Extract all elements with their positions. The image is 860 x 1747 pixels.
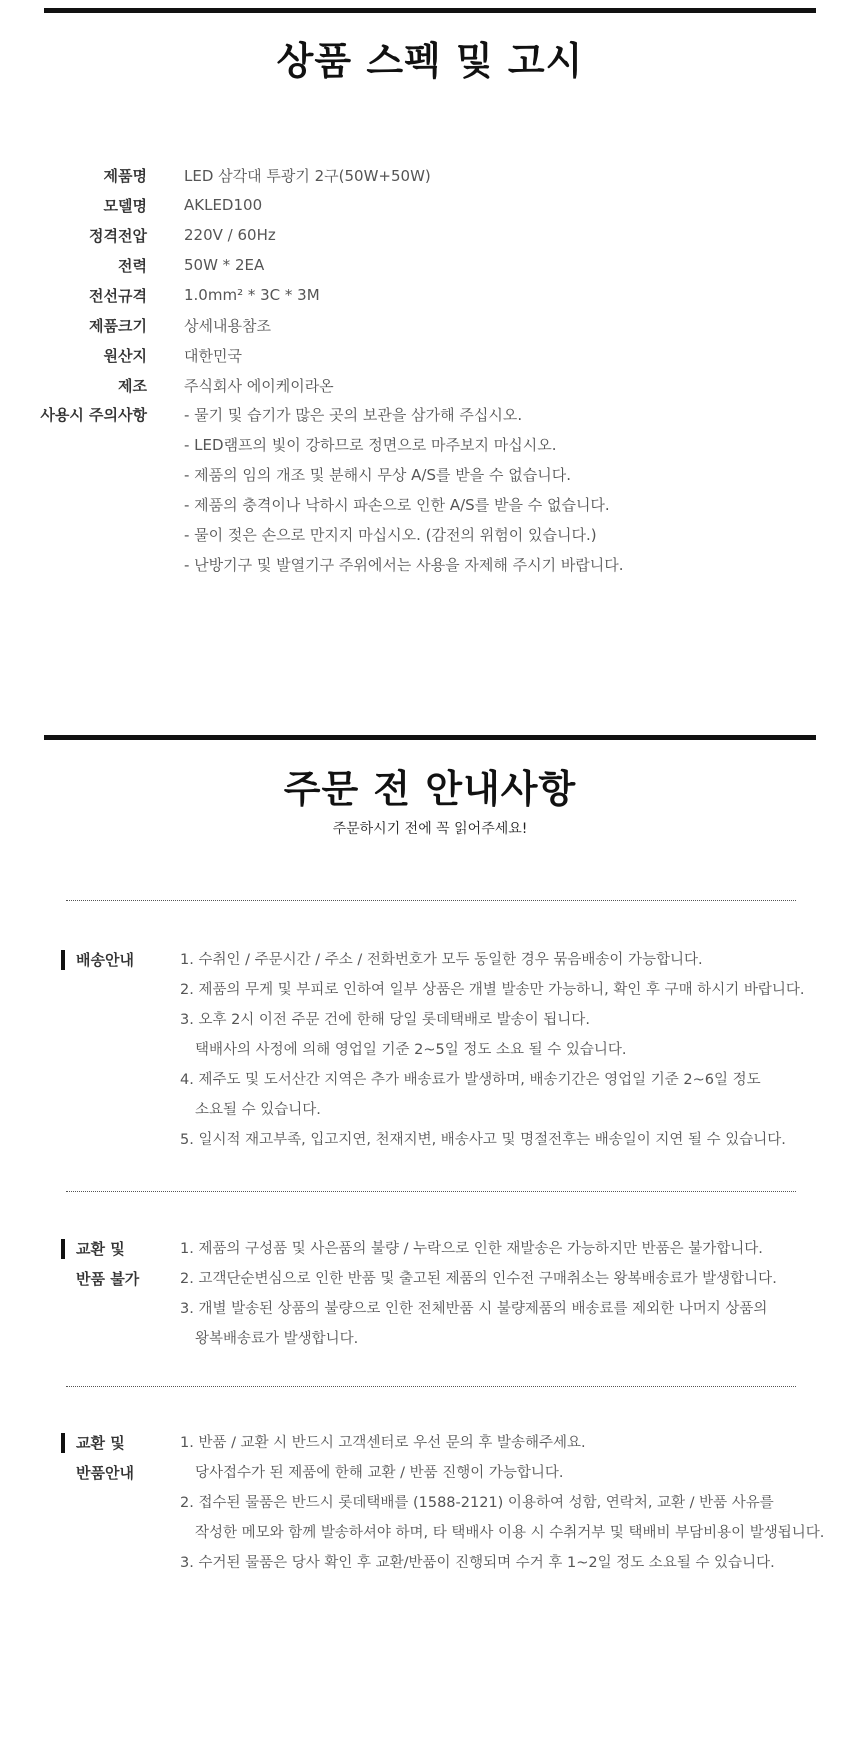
- section-list-item: 3. 수거된 물품은 당사 확인 후 교환/반품이 진행되며 수거 후 1~2일 정도 소요될 수 있습니다.: [180, 1555, 775, 1571]
- caution-item: - 제품의 임의 개조 및 분해시 무상 A/S를 받을 수 없습니다.: [184, 466, 571, 484]
- spec-label: 제품명: [103, 166, 147, 185]
- spec-row-caution: [0, 400, 860, 580]
- section-list-item: 왕복배송료가 발생합니다.: [195, 1331, 359, 1347]
- spec-rows: [0, 160, 860, 400]
- spec-table: [0, 160, 860, 580]
- section-heading: [61, 1234, 176, 1354]
- spec-row: [0, 220, 860, 250]
- section-list-item: 1. 반품 / 교환 시 반드시 고객센터로 우선 문의 후 발송해주세요.: [180, 1435, 586, 1451]
- dotted-divider: [66, 900, 796, 901]
- section-no-return: [61, 1234, 841, 1354]
- section-list: [180, 1234, 777, 1354]
- section-list: [180, 945, 804, 1155]
- caution-item: - 난방기구 및 발열기구 주위에서는 사용을 자제해 주시기 바랍니다.: [184, 556, 624, 574]
- section-shipping: [61, 945, 841, 1155]
- spec-label: 정격전압: [89, 226, 147, 245]
- spec-row: [0, 190, 860, 220]
- caution-list: [184, 400, 624, 580]
- section-marker-bar: [61, 1433, 65, 1453]
- caution-item: - 제품의 충격이나 낙하시 파손으로 인한 A/S를 받을 수 없습니다.: [184, 496, 610, 514]
- section-title: [76, 1234, 139, 1294]
- section-list-item: 1. 제품의 구성품 및 사은품의 불량 / 누락으로 인한 재발송은 가능하지만 반품은 불가합니다.: [180, 1241, 763, 1257]
- section-title-line: 반품안내: [76, 1464, 134, 1482]
- order-top-divider: [44, 735, 816, 740]
- spec-label: 전선규격: [89, 286, 147, 305]
- order-title: 주문 전 안내사항: [283, 767, 577, 811]
- spec-value: LED 삼각대 투광기 2구(50W+50W): [184, 166, 431, 185]
- section-list-item: 5. 일시적 재고부족, 입고지연, 천재지변, 배송사고 및 명절전후는 배송일이 지연 될 수 있습니다.: [180, 1132, 786, 1148]
- spec-value: 1.0mm² * 3C * 3M: [184, 286, 320, 304]
- caution-item: - 물기 및 습기가 많은 곳의 보관을 삼가해 주십시오.: [184, 406, 523, 424]
- section-title: [76, 945, 134, 975]
- section-list-item: 3. 오후 2시 이전 주문 건에 한해 당일 롯데택배로 발송이 됩니다.: [180, 1012, 590, 1028]
- section-title-line: 교환 및: [76, 1240, 125, 1258]
- order-subtitle: 주문하시기 전에 꼭 읽어주세요!: [332, 821, 528, 837]
- caution-item: - 물이 젖은 손으로 만지지 마십시오. (감전의 위험이 있습니다.): [184, 526, 597, 544]
- section-title-line: 반품 불가: [76, 1270, 140, 1288]
- spec-row: [0, 280, 860, 310]
- spec-value: 대한민국: [184, 346, 242, 365]
- section-list-item: 2. 접수된 물품은 반드시 롯데택배를 (1588-2121) 이용하여 성함, 연락처, 교환 / 반품 사유를: [180, 1495, 774, 1511]
- section-list-item: 소요될 수 있습니다.: [195, 1102, 321, 1118]
- spec-row: [0, 160, 860, 190]
- section-list-item: 택배사의 사정에 의해 영업일 기준 2~5일 정도 소요 될 수 있습니다.: [195, 1042, 627, 1058]
- spec-value: 상세내용참조: [184, 316, 271, 335]
- spec-value: 주식회사 에이케이라온: [184, 376, 334, 395]
- spec-label: 모델명: [103, 196, 147, 215]
- spec-row: [0, 250, 860, 280]
- spec-value: 50W * 2EA: [184, 256, 265, 274]
- spec-top-divider: [44, 8, 816, 13]
- section-heading: [61, 1428, 176, 1578]
- spec-label: 제품크기: [89, 316, 147, 335]
- section-list-item: 2. 고객단순변심으로 인한 반품 및 출고된 제품의 인수전 구매취소는 왕복배송료가 발생합니다.: [180, 1271, 777, 1287]
- spec-label: 사용시 주의사항: [40, 406, 147, 424]
- spec-title: 상품 스펙 및 고시: [276, 39, 584, 83]
- dotted-divider: [66, 1386, 796, 1387]
- spec-row: [0, 310, 860, 340]
- spec-label: 원산지: [103, 346, 147, 365]
- section-marker-bar: [61, 1239, 65, 1259]
- spec-value: AKLED100: [184, 196, 263, 214]
- section-list-item: 당사접수가 된 제품에 한해 교환 / 반품 진행이 가능합니다.: [195, 1465, 564, 1481]
- section-title-line: 배송안내: [76, 951, 134, 969]
- section-list-item: 작성한 메모와 함께 발송하셔야 하며, 타 택배사 이용 시 수취거부 및 택배비 부담비용이 발생됩니다.: [195, 1525, 825, 1541]
- section-return-guide: [61, 1428, 841, 1578]
- spec-label: 제조: [118, 376, 147, 395]
- section-list-item: 1. 수취인 / 주문시간 / 주소 / 전화번호가 모두 동일한 경우 묶음배송이 가능합니다.: [180, 952, 703, 968]
- section-list-item: 4. 제주도 및 도서산간 지역은 추가 배송료가 발생하며, 배송기간은 영업일 기준 2~6일 정도: [180, 1072, 761, 1088]
- dotted-divider: [66, 1191, 796, 1192]
- spec-label: 전력: [118, 256, 147, 275]
- section-title: [76, 1428, 134, 1488]
- spec-value: 220V / 60Hz: [184, 226, 276, 244]
- spec-row: [0, 340, 860, 370]
- section-list-item: 2. 제품의 무게 및 부피로 인하여 일부 상품은 개별 발송만 가능하니, 확인 후 구매 하시기 바랍니다.: [180, 982, 805, 998]
- section-list: [180, 1428, 824, 1578]
- section-title-line: 교환 및: [76, 1434, 125, 1452]
- caution-item: - LED램프의 빛이 강하므로 정면으로 마주보지 마십시오.: [184, 436, 557, 454]
- section-marker-bar: [61, 950, 65, 970]
- section-list-item: 3. 개별 발송된 상품의 불량으로 인한 전체반품 시 불량제품의 배송료를 제외한 나머지 상품의: [180, 1301, 768, 1317]
- section-heading: [61, 945, 176, 1155]
- spec-row: [0, 370, 860, 400]
